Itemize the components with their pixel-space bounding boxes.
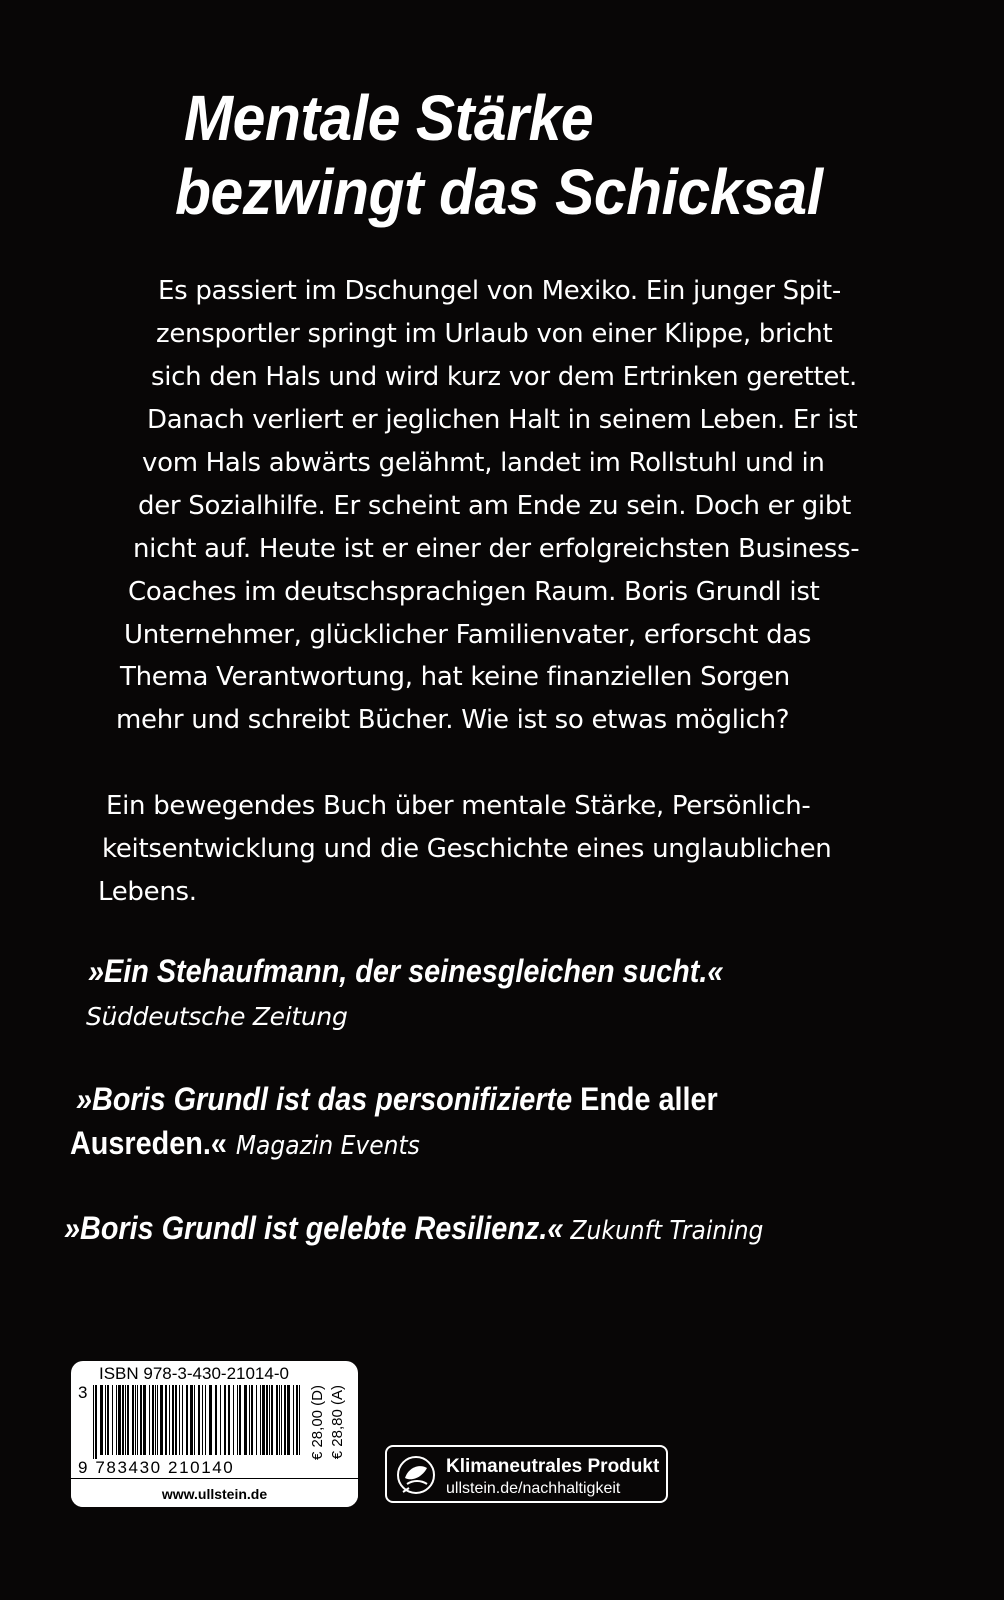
quote-text-line-2: Ausreden.« Magazin Events <box>70 1125 420 1161</box>
barcode-bar <box>182 1385 183 1455</box>
barcode-bar <box>190 1385 193 1455</box>
barcode-bar <box>293 1385 294 1455</box>
barcode-bar <box>239 1385 241 1455</box>
isbn-digits: 9 783430 210140 <box>78 1458 235 1477</box>
quote-source: Magazin Events <box>235 1131 420 1161</box>
quote-source: Zukunft Training <box>570 1216 764 1246</box>
blurb-line: Ein bewegendes Buch über mentale Stärke, Persönlich- <box>106 791 811 821</box>
barcode-bar <box>157 1385 158 1455</box>
blurb-line: mehr und schreibt Bücher. Wie ist so etwas möglich? <box>116 705 790 735</box>
barcode-bar <box>118 1385 121 1455</box>
barcode-bar <box>137 1385 138 1455</box>
barcode-bar <box>299 1385 300 1455</box>
barcode-bar <box>205 1385 206 1455</box>
barcode-bar <box>228 1385 230 1455</box>
barcode-bar <box>296 1385 298 1455</box>
barcode-bar <box>233 1385 234 1455</box>
headline-line-2: bezwingt das Schicksal <box>175 156 823 228</box>
quote-text-upright: Ende aller <box>580 1081 718 1117</box>
barcode-bar <box>95 1385 97 1459</box>
price-germany: € 28,00 (D) <box>309 1385 326 1461</box>
blurb-line: Coaches im deutschsprachigen Raum. Boris Grundl ist <box>128 577 820 607</box>
barcode-bar <box>198 1385 200 1455</box>
barcode-bar <box>100 1385 103 1455</box>
barcode-bar <box>107 1385 109 1455</box>
barcode-bar <box>165 1385 167 1455</box>
barcode-bar <box>149 1385 150 1455</box>
barcode-bar <box>135 1385 136 1455</box>
barcode-bar <box>224 1385 226 1455</box>
headline-line-1: Mentale Stärke <box>184 82 594 154</box>
climate-badge-title: Klimaneutrales Produkt <box>446 1456 660 1477</box>
barcode-bar <box>287 1385 290 1455</box>
quote-source: Süddeutsche Zeitung <box>86 1002 348 1031</box>
blurb-line: vom Hals abwärts gelähmt, landet im Rollstuhl und in <box>142 448 825 478</box>
barcode-bar <box>186 1385 188 1455</box>
blurb-line: der Sozialhilfe. Er scheint am Ende zu sein. Doch er gibt <box>138 491 851 521</box>
quote-text-italic: »Boris Grundl ist das personifizierte <box>76 1081 581 1117</box>
barcode-bar <box>266 1385 268 1455</box>
barcode-bar <box>179 1385 180 1455</box>
barcode-bar <box>169 1385 170 1455</box>
barcode-bar <box>116 1385 117 1455</box>
barcode-bar <box>132 1385 134 1455</box>
blurb-line: Lebens. <box>98 877 197 907</box>
barcode-bar <box>215 1385 217 1455</box>
barcode-bar <box>122 1385 124 1455</box>
blurb-line: Unternehmer, glücklicher Familienvater, erforscht das <box>124 620 812 650</box>
barcode-bar <box>237 1385 238 1455</box>
barcode-bar <box>209 1385 212 1455</box>
blurb-line: sich den Hals und wird kurz vor dem Ertrinken gerettet. <box>151 362 857 392</box>
barcode-bar <box>152 1385 154 1455</box>
barcode-bar <box>127 1385 129 1455</box>
barcode-bar <box>112 1385 113 1455</box>
climate-badge-url: ullstein.de/nachhaltigkeit <box>446 1480 621 1497</box>
barcode-bar <box>140 1385 142 1455</box>
barcode-bar <box>284 1385 286 1455</box>
barcode-bar <box>172 1385 174 1455</box>
blurb-line: Es passiert im Dschungel von Mexiko. Ein junger Spit- <box>158 276 841 306</box>
barcode-bar <box>175 1385 177 1455</box>
barcode-bar <box>125 1385 126 1455</box>
barcode-bar <box>160 1385 163 1455</box>
blurb-line: zensportler springt im Urlaub von einer Klippe, bricht <box>156 319 833 349</box>
blurb-line: keitsentwicklung und die Geschichte eines unglaublichen <box>102 834 832 864</box>
barcode-bar <box>271 1385 273 1455</box>
price-info <box>307 1385 351 1481</box>
barcode-bar <box>281 1385 282 1455</box>
quote-text: »Ein Stehaufmann, der seinesgleichen sucht.« <box>88 953 724 989</box>
barcode-bar <box>220 1385 221 1455</box>
quote-text <box>76 1083 718 1115</box>
barcode-bar <box>251 1385 253 1455</box>
barcode-bar <box>202 1385 203 1455</box>
barcode-bar <box>276 1385 278 1455</box>
barcode-bar <box>249 1385 250 1455</box>
barcode-bar <box>279 1385 280 1455</box>
barcode-bars <box>93 1385 303 1459</box>
barcode-bar <box>105 1385 106 1455</box>
blurb-line: Danach verliert er jeglichen Halt in seinem Leben. Er ist <box>147 405 858 435</box>
barcode-bar <box>260 1385 261 1455</box>
barcode-bar <box>155 1385 156 1455</box>
barcode-bar <box>194 1385 195 1455</box>
blurb-line: nicht auf. Heute ist er einer der erfolgreichsten Business- <box>133 534 860 564</box>
publisher-website: www.ullstein.de <box>161 1486 268 1502</box>
climate-neutral-badge <box>385 1445 668 1503</box>
blurb-line: Thema Verantwortung, hat keine finanziellen Sorgen <box>120 662 790 692</box>
price-austria: € 28,80 (A) <box>329 1385 346 1460</box>
barcode-bar <box>256 1385 257 1455</box>
quote-text: »Boris Grundl ist gelebte Resilienz.« Zukunft Training <box>64 1210 764 1246</box>
barcode-label <box>71 1361 358 1507</box>
isbn-lead-digit: 3 <box>78 1383 88 1402</box>
barcode-bar <box>269 1385 270 1455</box>
barcode-bar <box>262 1385 265 1455</box>
barcode-bar <box>244 1385 247 1455</box>
barcode-bar <box>143 1385 146 1455</box>
isbn-label: ISBN 978-3-430-21014-0 <box>99 1364 289 1383</box>
barcode-bar <box>93 1385 94 1459</box>
leaf-globe-icon <box>395 1454 437 1496</box>
